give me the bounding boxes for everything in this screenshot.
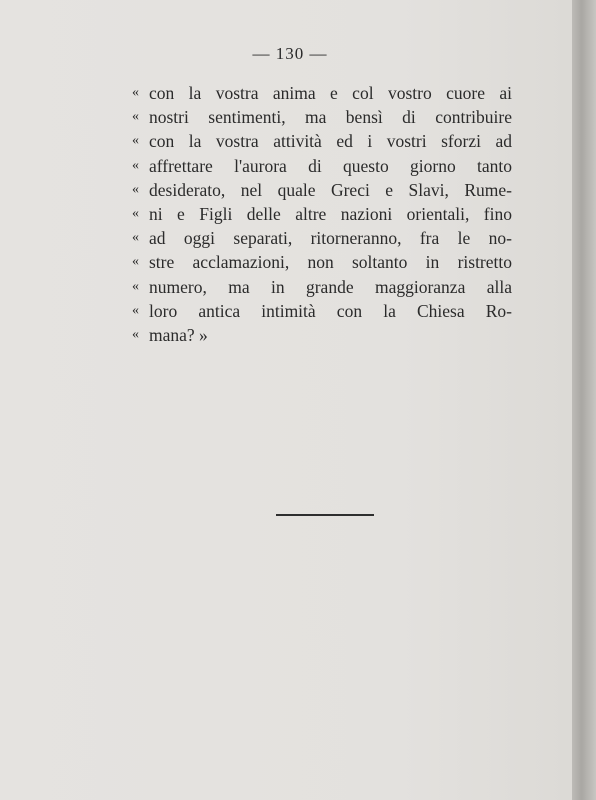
line-text: desiderato, nel quale Greci e Slavi, Rume-	[149, 179, 512, 200]
line-text: loro antica intimità con la Chiesa Ro-	[149, 300, 512, 321]
line-text: numero, ma in grande maggioranza alla	[149, 276, 512, 297]
page-edge-shadow	[572, 0, 596, 800]
text-line	[132, 250, 512, 274]
line-text: con la vostra anima e col vostro cuore ai	[149, 83, 512, 103]
quote-mark: «	[132, 109, 139, 125]
quote-mark: «	[132, 278, 139, 294]
text-line	[132, 202, 512, 226]
quote-mark: «	[132, 181, 139, 197]
quote-mark: «	[132, 254, 139, 270]
quote-mark: «	[132, 157, 139, 173]
text-line	[132, 129, 512, 153]
quote-mark: «	[132, 205, 139, 221]
text-line	[132, 81, 512, 105]
quote-mark: «	[132, 326, 139, 342]
line-text: stre acclamazioni, non soltanto in ristretto	[149, 252, 512, 273]
quote-mark: «	[132, 85, 139, 100]
line-text: ni e Figli delle altre nazioni orientali, fino	[149, 203, 512, 224]
text-line	[132, 178, 512, 202]
section-divider-rule	[276, 514, 374, 516]
text-line	[132, 275, 512, 299]
text-line	[132, 323, 512, 347]
line-text: nostri sentimenti, ma bensì di contribuire	[149, 107, 512, 128]
text-line	[132, 299, 512, 323]
line-text: con la vostra attività ed i vostri sforzi ad	[149, 131, 512, 152]
quote-text-block	[132, 81, 512, 347]
text-line	[132, 105, 512, 129]
quote-mark: «	[132, 302, 139, 318]
line-text: ad oggi separati, ritorneranno, fra le no-	[149, 228, 512, 249]
quote-mark: «	[132, 230, 139, 246]
line-text: mana? »	[149, 324, 208, 345]
line-text: affrettare l'aurora di questo giorno tanto	[149, 155, 512, 176]
page-number: — 130 —	[252, 44, 328, 63]
text-line	[132, 154, 512, 178]
quote-mark: «	[132, 133, 139, 149]
text-line	[132, 226, 512, 250]
